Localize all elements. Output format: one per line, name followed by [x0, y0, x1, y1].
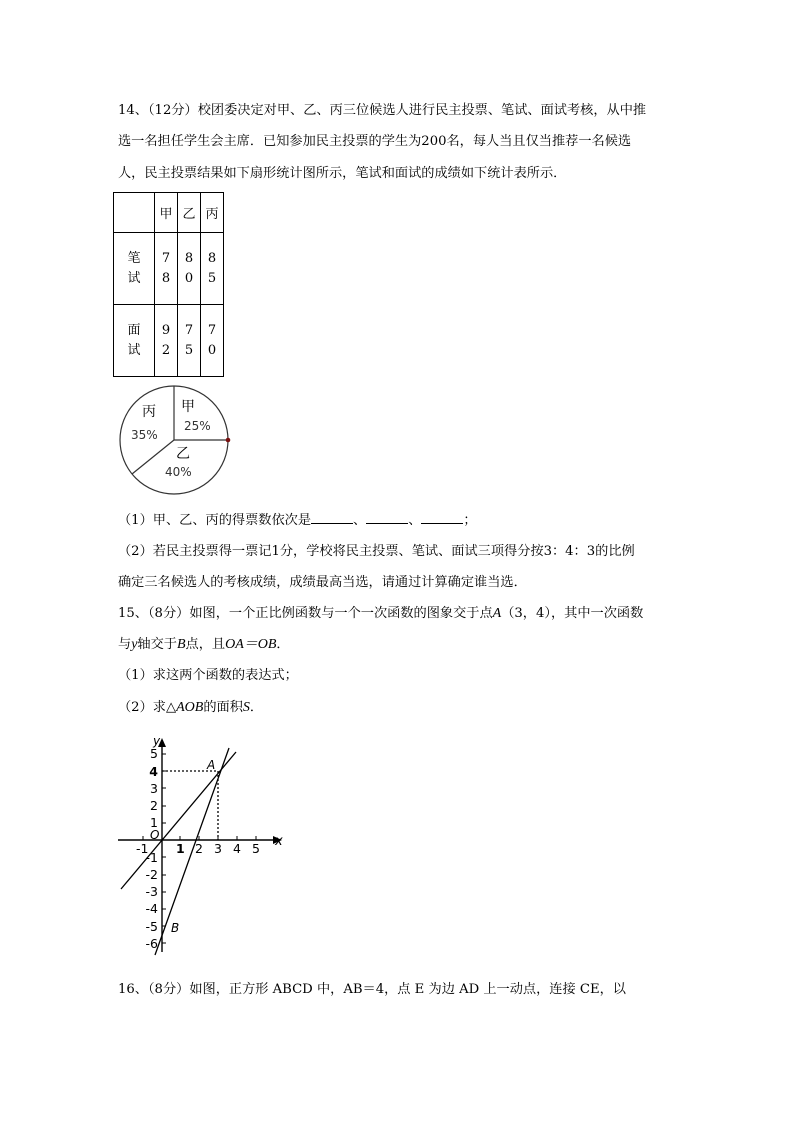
y-tick-2: 2	[150, 798, 158, 813]
pie-dot	[226, 438, 231, 443]
pie-label-yi: 乙	[176, 446, 190, 462]
y-tick--6: -6	[145, 936, 158, 951]
answer-blank-1[interactable]	[311, 510, 353, 524]
y-tick-5: 5	[150, 746, 158, 761]
point-a-label: A	[207, 758, 216, 772]
interview-yi-cell: 7 5	[178, 305, 201, 377]
origin-label: O	[150, 828, 160, 842]
y-tick-1: 1	[150, 815, 158, 830]
pie-percent-bing: 35%	[131, 428, 158, 442]
written-yi-cell: 8 0	[178, 233, 201, 305]
q14-line-1: 14、（12分）校团委决定对甲、乙、丙三位候选人进行民主投票、笔试、面试考核，从中推	[118, 103, 647, 118]
pie-label-jia: 甲	[181, 399, 195, 415]
y-tick-3: 3	[150, 781, 158, 796]
written-jia-cell: 7 8	[155, 233, 178, 305]
function-graph	[110, 730, 300, 958]
q15-sub1: （1）求这两个函数的表达式；	[118, 668, 298, 683]
point-b-label: B	[171, 921, 180, 935]
x-tick-3: 3	[214, 841, 222, 856]
q14-line-3: 人，民主投票结果如下扇形统计图所示，笔试和面试的成绩如下统计表所示．	[118, 166, 567, 181]
table-header-yi: 乙	[178, 193, 201, 233]
pie-percent-jia: 25%	[184, 419, 211, 433]
y-tick--4: -4	[145, 901, 158, 916]
table-corner-cell	[114, 193, 155, 233]
table-header-row	[114, 193, 224, 233]
q16-line-1: 16、（8分）如图，正方形 ABCD 中，AB＝4，点 E 为边 AD 上一动点，连接 CE，以	[118, 982, 626, 997]
table-header-bing: 丙	[201, 193, 224, 233]
y-axis-label: y	[153, 734, 161, 748]
pie-label-bing: 丙	[142, 404, 156, 420]
q15-line-1: 15、（8分）如图，一个正比例函数与一个一次函数的图象交于点A（3，4），其中一次函数	[118, 606, 644, 621]
y-tick--3: -3	[145, 884, 158, 899]
y-tick--2: -2	[145, 867, 158, 882]
interview-bing-cell: 7 0	[201, 305, 224, 377]
proportional-function-line	[121, 752, 236, 889]
interview-jia-cell: 9 2	[155, 305, 178, 377]
x-axis-label: x	[275, 834, 283, 849]
answer-blank-3[interactable]	[421, 510, 463, 524]
q14-sub2-line-1: （2）若民主投票得一票记1分，学校将民主投票、笔试、面试三项得分按3：4：3的比例	[118, 544, 635, 559]
answer-blank-2[interactable]	[366, 510, 408, 524]
score-table	[113, 192, 224, 377]
written-bing-cell: 8 5	[201, 233, 224, 305]
table-row-written	[114, 233, 224, 305]
q15-sub2: （2）求△AOB的面积S．	[118, 700, 264, 715]
q14-sub2-line-2: 确定三名候选人的考核成绩，成绩最高当选，请通过计算确定谁当选．	[118, 575, 527, 590]
q14-line-2: 选一名担任学生会主席．已知参加民主投票的学生为200名，每人当且仅当推荐一名候选	[118, 134, 632, 149]
x-tick--1: -1	[136, 841, 149, 856]
y-tick--1: -1	[145, 850, 158, 865]
pie-percent-yi: 40%	[165, 465, 192, 479]
y-tick--5: -5	[145, 919, 158, 934]
q15-line-2: 与y轴交于B点，且OA＝OB．	[118, 637, 290, 652]
row-label-written: 笔 试	[114, 233, 155, 305]
x-tick-2: 2	[195, 841, 203, 856]
table-row-interview	[114, 305, 224, 377]
y-tick-4: 4	[149, 764, 158, 779]
vote-pie-chart	[118, 385, 236, 497]
x-tick-4: 4	[233, 841, 241, 856]
x-tick-5: 5	[252, 841, 260, 856]
x-tick-1: 1	[176, 841, 185, 856]
table-header-jia: 甲	[155, 193, 178, 233]
q14-sub1: （1）甲、乙、丙的得票数依次是 、 、 ；	[118, 510, 477, 531]
row-label-interview: 面 试	[114, 305, 155, 377]
